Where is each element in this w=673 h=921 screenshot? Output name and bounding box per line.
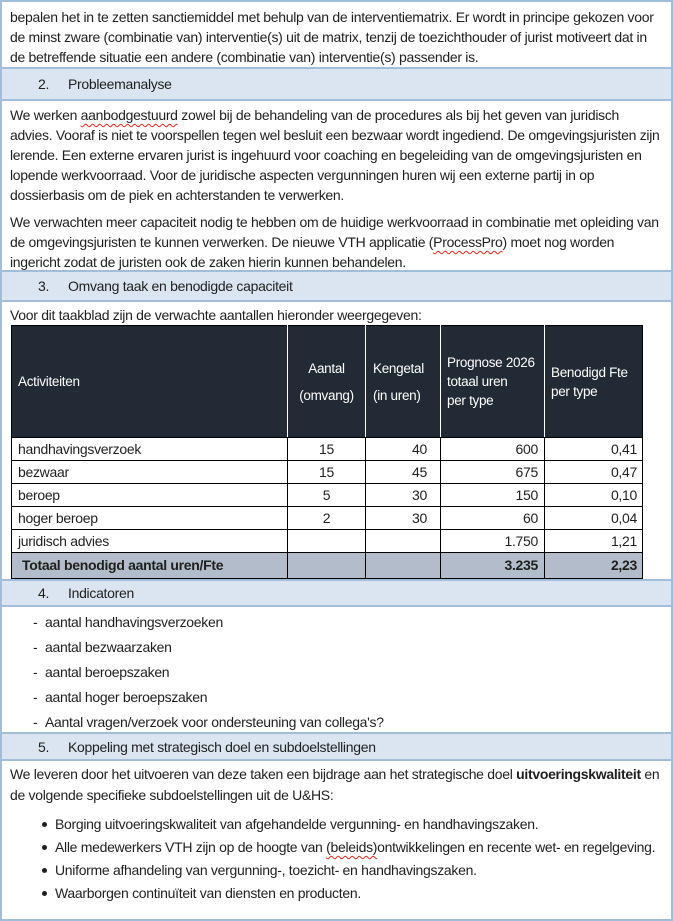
indicatoren-body [2, 607, 671, 734]
list-item-text: aantal bezwaarzaken [45, 639, 172, 655]
table-row [12, 484, 643, 507]
section-number: 3. [38, 278, 50, 294]
bullet-text: Waarborgen continuïteit van diensten en producten. [55, 885, 361, 901]
cell-prognose: 1.750 [441, 530, 545, 553]
cell-fte: 1,21 [545, 530, 643, 553]
cell-fte: 0,47 [545, 461, 643, 484]
cell-fte: 0,41 [545, 438, 643, 461]
probleemanalyse-body [2, 101, 671, 272]
dash-marker: - [33, 689, 38, 705]
intro-paragraph: bepalen het in te zetten sanctiemiddel met behulp van de interventiematrix. Er wordt in principe gekozen voor de minst zware (combinatie van) interventie(s) uit de matrix, tenzij de toezichthouder of jurist motiveert dat in de betreffende situatie een andere (combinatie van) interventie(s) passender is. [10, 9, 654, 65]
table-row [12, 461, 643, 484]
text-run: We verwachten meer capaciteit nodig te hebben om de huidige werkvoorraad in combinatie met opleiding van de omgevingsjuristen te kunnen verwerken. De nieuwe VTH applicatie ( [10, 214, 659, 250]
section-number: 4. [38, 585, 50, 601]
cell-prognose: 150 [441, 484, 545, 507]
cell-fte: 0,04 [545, 507, 643, 530]
bullet-marker [42, 891, 47, 896]
list-item [2, 660, 671, 685]
omvang-taak-body [2, 302, 671, 581]
bullet-list [10, 816, 663, 902]
cell-kengetal: 30 [366, 507, 441, 530]
misspelled-word: ProcessPro [433, 234, 503, 250]
list-item-text: aantal hoger beroepszaken [45, 689, 208, 705]
header-cell-kengetal: Kengetal (in uren) [366, 326, 441, 438]
text-run: ) moet nog worden ingericht zodat de juristen ook de zaken hierin kunnen behandelen. [10, 234, 615, 270]
list-item-text: Aantal vragen/verzoek voor ondersteuning van collega's? [45, 714, 384, 730]
list-item [2, 685, 671, 710]
dash-marker: - [33, 664, 38, 680]
paragraph [10, 105, 663, 205]
cell-kengetal: 45 [366, 461, 441, 484]
totals-label: Totaal benodigd aantal uren/Fte [12, 553, 288, 579]
section-title: Koppeling met strategisch doel en subdoelstellingen [68, 738, 376, 755]
misspelled-word: aanbodgestuurd [80, 107, 178, 123]
bullet-item [10, 839, 663, 856]
bullet-item [10, 816, 663, 833]
header-cell-aantal: Aantal (omvang) [288, 326, 366, 438]
dash-marker: - [33, 639, 38, 655]
cell-prognose: 675 [441, 461, 545, 484]
text-run: We leveren door het uitvoeren van deze taken een bijdrage aan het strategische doel [10, 766, 517, 782]
list-item [2, 710, 671, 734]
cell-kengetal [366, 530, 441, 553]
section-heading-omvang-taak [2, 272, 671, 302]
cell-aantal: 15 [288, 438, 366, 461]
section-number: 5. [38, 738, 50, 755]
paragraph [10, 212, 663, 272]
intro-section [2, 2, 671, 69]
table-row [12, 530, 643, 553]
dash-marker: - [33, 714, 38, 730]
cell-activity: beroep [12, 484, 288, 507]
bullet-item [10, 862, 663, 879]
totals-kengetal [366, 553, 441, 579]
section-title: Indicatoren [68, 585, 134, 601]
cell-aantal: 5 [288, 484, 366, 507]
totals-aantal [288, 553, 366, 579]
totals-fte: 2,23 [545, 553, 643, 579]
text-run: en de volgende specifieke subdoelstellingen uit de U&HS: [10, 766, 660, 803]
cell-activity: hoger beroep [12, 507, 288, 530]
list-item-text: aantal beroepszaken [45, 664, 170, 680]
text-run: zowel bij de behandeling van de procedures als bij het geven van juridisch advies. Vooraf is niet te voorspellen tegen wel besluit een bezwaar wordt ingediend. De omgevingsjuristen zijn lerende. Een externe ervaren jurist is ingehuurd voor coaching en begeleiding van de omgevingsjuristen en lopende werkvoorraad. Voor de juridische aspecten vergunningen huren wij een externe partij in op dossierbasis om de piek en achterstanden te verwerken. [10, 107, 660, 203]
dash-marker: - [33, 614, 38, 630]
cell-fte: 0,10 [545, 484, 643, 507]
totals-prognose: 3.235 [441, 553, 545, 579]
table-totals-row [12, 553, 643, 579]
section-title: Omvang taak en benodigde capaciteit [68, 278, 293, 294]
bullet-text: ontwikkelingen en recente wet- en regelgeving. [377, 839, 656, 855]
table-row [12, 438, 643, 461]
cell-aantal: 15 [288, 461, 366, 484]
table-lead-text: Voor dit taakblad zijn de verwachte aantallen hieronder weergegeven: [10, 307, 422, 323]
table-row [12, 507, 643, 530]
cell-prognose: 60 [441, 507, 545, 530]
cell-kengetal: 40 [366, 438, 441, 461]
list-item [2, 610, 671, 635]
cell-aantal: 2 [288, 507, 366, 530]
bold-text: uitvoeringskwaliteit [516, 766, 641, 782]
list-item-text: aantal handhavingsverzoeken [45, 614, 223, 630]
section-heading-indicatoren [2, 581, 671, 607]
bullet-text: Borging uitvoeringskwaliteit van afgehandelde vergunning- en handhavingszaken. [55, 816, 539, 832]
table-header-row [12, 326, 643, 438]
section-heading-koppeling [2, 734, 671, 761]
section-title: Probleemanalyse [68, 76, 172, 92]
cell-prognose: 600 [441, 438, 545, 461]
cell-activity: bezwaar [12, 461, 288, 484]
bullet-marker [42, 845, 47, 850]
text-run: We werken [10, 107, 81, 123]
bullet-marker [42, 822, 47, 827]
bullet-marker [42, 868, 47, 873]
bullet-item [10, 885, 663, 902]
capacity-table [11, 325, 643, 579]
cell-activity: juridisch advies [12, 530, 288, 553]
cell-aantal [288, 530, 366, 553]
bullet-text: Alle medewerkers VTH zijn op de hoogte van [55, 839, 327, 855]
paragraph [10, 764, 663, 806]
header-cell-benodigd-fte: Benodigd Fte per type [545, 326, 643, 438]
header-cell-prognose: Prognose 2026 totaal uren per type [441, 326, 545, 438]
cell-activity: handhavingsverzoek [12, 438, 288, 461]
bullet-text: Uniforme afhandeling van vergunning-, toezicht- en handhavingszaken. [55, 862, 477, 878]
header-cell-activiteiten: Activiteiten [12, 326, 288, 438]
misspelled-word: (beleids) [326, 839, 378, 855]
cell-kengetal: 30 [366, 484, 441, 507]
section-heading-probleemanalyse [2, 69, 671, 101]
section-number: 2. [38, 76, 50, 92]
list-item [2, 635, 671, 660]
koppeling-body [2, 761, 671, 919]
